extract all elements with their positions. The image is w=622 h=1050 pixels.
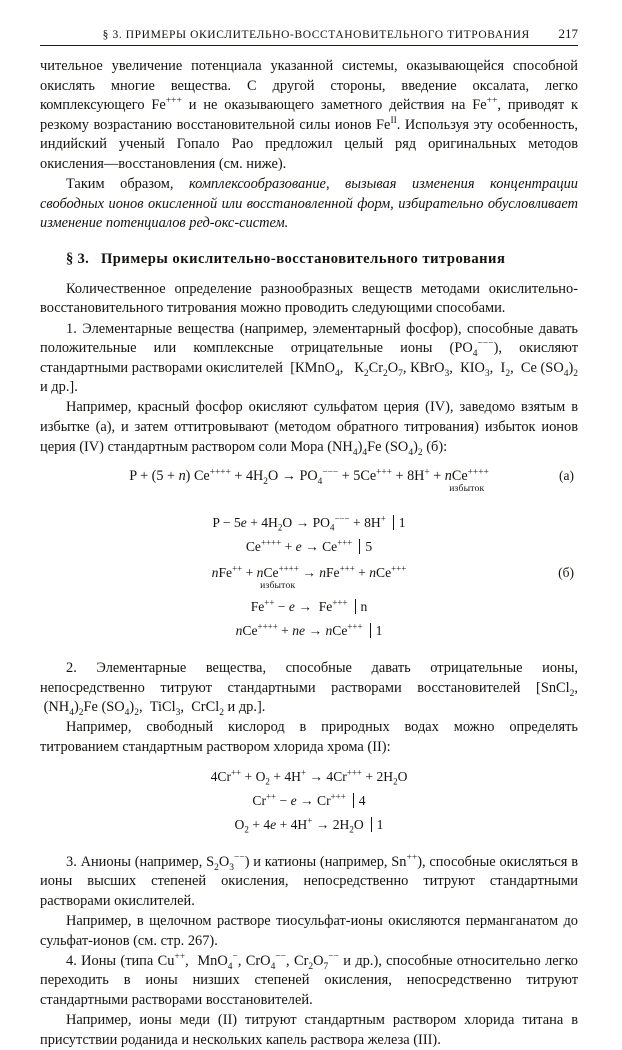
equation-block-b	[40, 513, 578, 641]
brace-coefficient-5: 5	[365, 539, 373, 555]
half-reaction-2: Ce++++ + e → Ce+++ 5	[245, 537, 373, 555]
paragraph-2-italic: комплексообразование, вызывая изменения концентрации свободных ионов окисленной или восстановленной форм, избирательно обусловливает изменение потенциалов ред-окс-систем.	[40, 176, 579, 232]
excess-label-b: избыток	[260, 580, 296, 592]
excess-label: избыток	[449, 483, 485, 495]
section-heading	[40, 251, 578, 268]
excess-term: nCe++++ избыток	[445, 466, 489, 486]
list-item-2: 2. Элементарные вещества, способные давать отрицательные ионы, непосредственно титруют стандартными растворами восстановителей [SnCl$_2$, $(NH_4)_2Fe$ $(SO_4)_2$, TiCl$_3$, CrCl$_2$ и др.].	[40, 660, 578, 719]
half-reaction-5: Cr++ − e → Cr+++ 4	[252, 791, 366, 808]
paragraph-4: Например, красный фосфор окисляют сульфатом церия (IV), заведомо взятым в избытке (а), и затем оттитровывают (методом обратного титрования) избыток ионов церия (IV) стандартным раствором соли Мора $(NH_4)_4Fe$ $(SO_4)_2$ (б):	[40, 399, 578, 458]
paragraph-1: чительное увеличение потенциала указанной системы, оказывающейся способной окислять многие вещества. С другой стороны, введение оксалата, легко комплексующего Fe+++ и не оказывающего заметного действия на Fe++, приводят к резкому возрастанию восстановительной силы ионов $Fe^{II}$. Используя эту особенность, индийский ученый Гопало Рао предложил целый ряд оригинальных методов окисления—восстановления (см. ниже).	[40, 58, 579, 172]
equation-block-c	[40, 767, 578, 835]
running-head	[40, 26, 578, 42]
equation-block-a	[40, 466, 578, 495]
half-reaction-6: $O_2 + 4e + 4H^+ \to 2H_2O$ 1	[234, 815, 384, 835]
half-reaction-4: nCe++++ + ne → nCe+++ 1	[235, 621, 383, 639]
paragraph-5: Например, свободный кислород в природных водах можно определять титрованием стандартным раствором хлорида хрома (II):	[40, 719, 578, 756]
paragraph-3: Количественное определение разнообразных веществ методами окислительно-восстановительного титрования можно проводить следующими способами.	[40, 280, 578, 317]
excess-term-b: nCe++++ избыток	[257, 563, 299, 583]
equation-b-line: nFe++ + nCe++++ избыток → nFe+++ + nCe+++ (б)	[40, 563, 578, 583]
section-number: § 3.	[66, 250, 90, 267]
brace-coefficient-1b: 1	[375, 623, 383, 639]
paragraph-7: Например, ионы меди (II) титруют стандартным раствором хлорида титана в присутствии роданида и нескольких капель раствора железа (III).	[40, 1011, 578, 1048]
page-number: 217	[558, 26, 578, 41]
brace-coefficient-1c: 1	[376, 816, 384, 832]
brace-coefficient-1: 1	[398, 515, 406, 531]
brace-coefficient-4: 4	[358, 792, 366, 808]
running-title: § 3. ПРИМЕРЫ ОКИСЛИТЕЛЬНО-ВОССТАНОВИТЕЛЬНОГО ТИТРОВАНИЯ	[102, 29, 530, 41]
header-rule	[40, 45, 578, 46]
section-title: Примеры окислительно-восстановительного титрования	[100, 250, 506, 267]
equation-a-tag: (а)	[559, 468, 574, 484]
list-item-4: 4. Ионы (типа Cu++, MnO$_4$−, CrO$_4$−−, $Cr_2O_7^{--}$ и др.), способные относительно легко переходить в ионы низших степеней окисления, непосредственно титруют стандартными растворами восстановителей.	[40, 951, 578, 1008]
half-reaction-1: $P - 5e + 4H_2O \to PO_4^{---} + 8H^+$ 1	[212, 513, 406, 533]
list-item-1: 1. Элементарные вещества (например, элементарный фосфор), способные давать положительные или комплексные отрицательные ионы $(PO_4^{---})$, окисляют стандартными растворами окислителей [КMnO$_4$, $К_2Cr_2O_7$, КBrO$_3$, $КIO_3$, $I_2$, Ce $(SO_4)_2$ и др.].	[40, 320, 579, 396]
equation-c-line: $4Cr^{++} + O_2 + 4H^+ \to 4Cr^{+++} + 2H_2O$	[210, 767, 408, 787]
equation-a-line: P + (5 + n) $Ce^{++++} + 4H_2O \to PO_4^{---} + 5Ce^{+++} + 8H^+ + nCe^{++++}$ избыток (а)	[40, 466, 578, 486]
paragraph-6: Например, в щелочном растворе тиосульфат-ионы окисляются перманганатом до сульфат-ионов (см. стр. 267).	[40, 912, 578, 949]
brace-coefficient-n: n	[360, 599, 368, 615]
list-item-3: 3. Анионы (например, $S_2O_3^{--}$) и катионы (например, Sn++), способные окисляться в ионы высших степеней окисления, непосредственно титруют стандартными растворами окислителей.	[40, 852, 578, 909]
paragraph-2-lead: Таким образом,	[66, 176, 189, 193]
half-reaction-3: Fe++ − e → Fe+++ n	[250, 597, 368, 615]
paragraph-2	[40, 175, 578, 234]
equation-b-tag: (б)	[558, 565, 574, 581]
